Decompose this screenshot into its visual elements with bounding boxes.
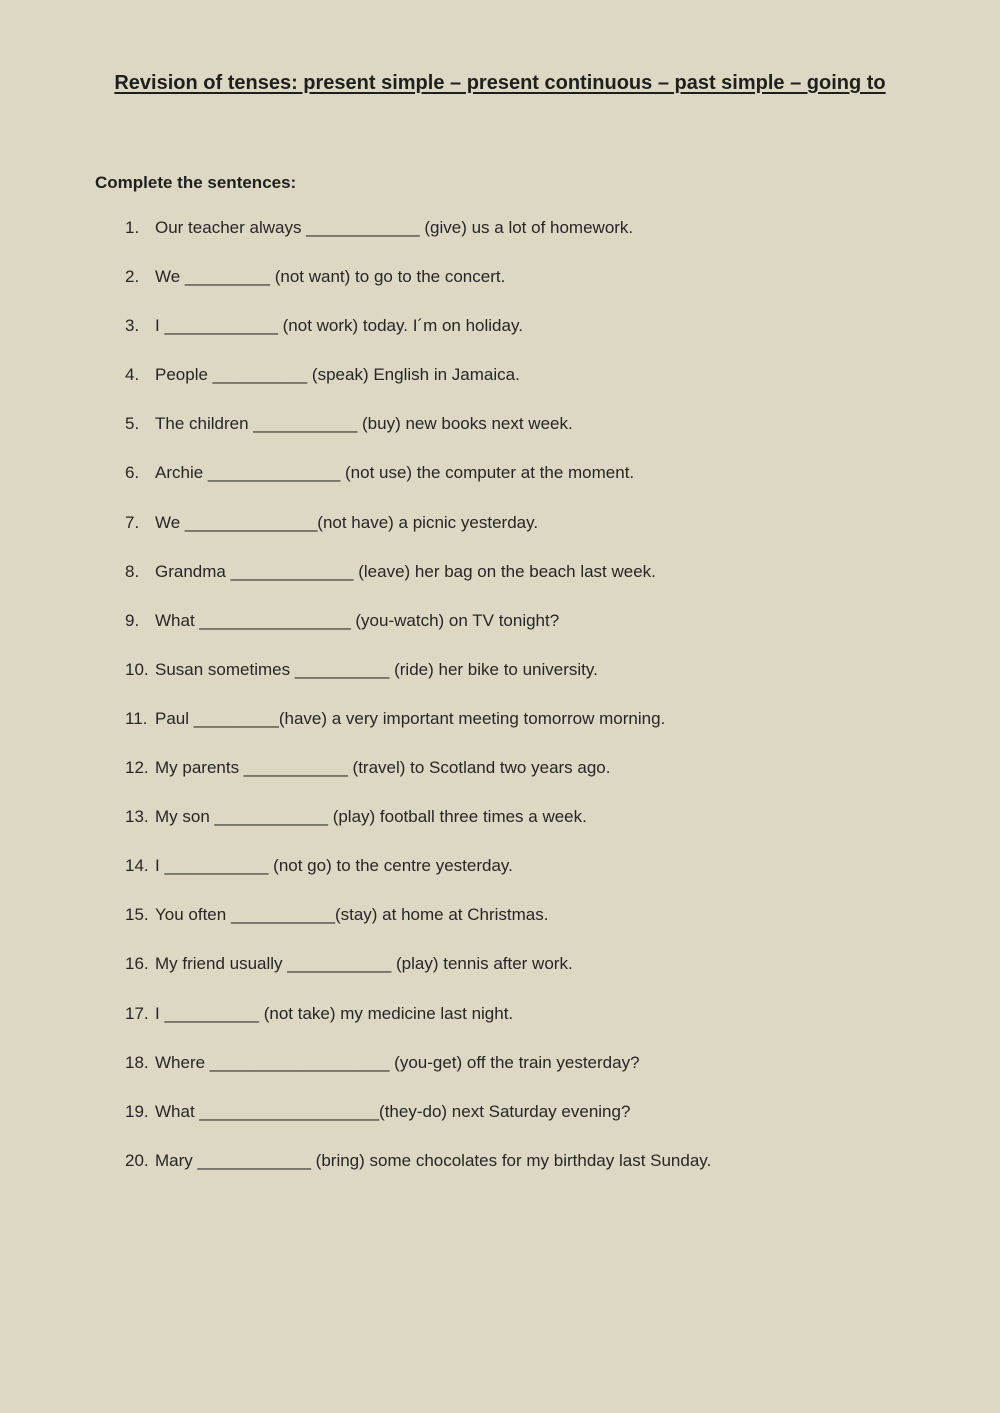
item-sentence: Our teacher always ____________ (give) us a lot of homework.: [155, 218, 634, 237]
item-sentence: Susan sometimes __________ (ride) her bike to university.: [155, 659, 598, 679]
item-sentence: You often ___________(stay) at home at Christmas.: [155, 905, 549, 925]
item-sentence: Where ___________________ (you-get) off the train yesterday?: [155, 1052, 640, 1072]
item-sentence: The children ___________ (buy) new books next week.: [155, 414, 573, 434]
item-number: 6.: [125, 463, 140, 483]
item-sentence: I ____________ (not work) today. I´m on holiday.: [155, 316, 523, 336]
exercise-item: [125, 1052, 711, 1101]
exercise-item: [125, 855, 711, 904]
exercise-item: [125, 1150, 711, 1199]
exercise-item: [125, 364, 711, 413]
item-number: 16.: [125, 954, 149, 974]
item-number: 17.: [125, 1003, 149, 1023]
item-number: 8.: [125, 561, 140, 581]
item-number: 18.: [125, 1052, 149, 1072]
item-sentence: Grandma _____________ (leave) her bag on the beach last week.: [155, 561, 656, 581]
item-sentence: Archie ______________ (not use) the computer at the moment.: [155, 463, 635, 483]
item-sentence: My parents ___________ (travel) to Scotland two years ago.: [155, 758, 611, 778]
item-sentence: Mary ____________ (bring) some chocolates for my birthday last Sunday.: [155, 1150, 712, 1170]
exercise-item: [125, 1101, 711, 1150]
item-number: 15.: [125, 905, 149, 925]
item-number: 3.: [125, 316, 140, 336]
item-number: 14.: [125, 856, 149, 876]
exercise-item: [125, 266, 711, 315]
item-number: 12.: [125, 758, 149, 778]
exercise-item: [125, 904, 711, 953]
item-sentence: We ______________(not have) a picnic yesterday.: [155, 512, 539, 532]
item-number: 1.: [125, 218, 140, 237]
exercise-item: [125, 512, 711, 561]
instruction-heading: Complete the sentences:: [95, 173, 297, 192]
exercise-item: [125, 462, 711, 511]
item-sentence: My son ____________ (play) football three times a week.: [155, 807, 587, 827]
item-sentence: We _________ (not want) to go to the concert.: [155, 267, 506, 287]
item-number: 7.: [125, 512, 140, 532]
item-sentence: I ___________ (not go) to the centre yesterday.: [155, 856, 513, 876]
exercise-item: [125, 315, 711, 364]
exercise-item: [125, 708, 711, 757]
item-number: 20.: [125, 1150, 149, 1170]
exercise-item: [125, 561, 711, 610]
item-number: 2.: [125, 267, 140, 287]
item-sentence: Paul _________(have) a very important meeting tomorrow morning.: [155, 708, 666, 728]
item-number: 19.: [125, 1101, 149, 1121]
exercise-item: [125, 1003, 711, 1052]
exercise-list: [125, 217, 711, 1199]
exercise-item: [125, 413, 711, 462]
item-number: 13.: [125, 807, 149, 827]
item-number: 9.: [125, 610, 140, 630]
exercise-item: [125, 217, 711, 266]
exercise-item: [125, 659, 711, 708]
item-number: 5.: [125, 414, 140, 434]
exercise-item: [125, 806, 711, 855]
item-sentence: What ___________________(they-do) next Saturday evening?: [155, 1101, 631, 1121]
item-number: 4.: [125, 365, 140, 385]
exercise-item: [125, 610, 711, 659]
item-number: 11.: [125, 708, 148, 728]
item-sentence: What ________________ (you-watch) on TV tonight?: [155, 610, 560, 630]
item-sentence: My friend usually ___________ (play) tennis after work.: [155, 954, 573, 974]
item-number: 10.: [125, 659, 149, 679]
exercise-item: [125, 953, 711, 1002]
item-sentence: I __________ (not take) my medicine last night.: [155, 1003, 514, 1023]
item-sentence: People __________ (speak) English in Jamaica.: [155, 365, 520, 385]
exercise-item: [125, 757, 711, 806]
page-title: Revision of tenses: present simple – present continuous – past simple – going to: [114, 72, 886, 94]
